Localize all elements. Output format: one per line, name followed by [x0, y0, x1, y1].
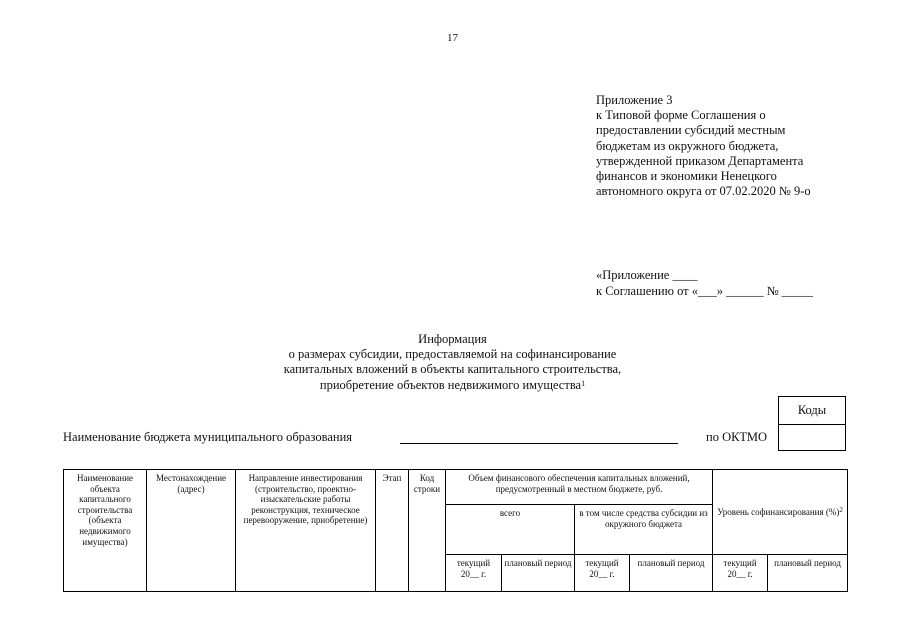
header-total: всего — [446, 505, 575, 555]
agreement-reference — [596, 268, 813, 299]
header-object-name: Наименование объекта капитального строительства (объекта недвижимого имущества) — [64, 470, 147, 592]
header-investment-direction: Направление инвестирования (строительство, проектно-изыскательские работы реконструкция, техническое перевооружение, приобретение) — [236, 470, 376, 592]
appendix-line: бюджетам из окружного бюджета, — [596, 138, 779, 153]
appendix-line: предоставлении субсидий местным — [596, 123, 786, 138]
codes-box — [778, 396, 846, 451]
header-level-planned-period: плановый период — [768, 555, 848, 592]
title-line-2: о размерах субсидии, предоставляемой на софинансирование — [288, 347, 617, 362]
appendix-line: автономного округа от 07.02.2020 № 9-о — [596, 184, 811, 199]
appendix-line: финансов и экономики Ненецкого — [596, 169, 777, 184]
header-stage: Этап — [376, 470, 409, 592]
header-row-code: Код строки — [409, 470, 446, 592]
cofinancing-footnote: 2 — [839, 505, 843, 514]
agreement-line-2: к Соглашению от «___» ______ № _____ — [596, 283, 814, 298]
budget-name-field[interactable] — [400, 443, 678, 444]
header-subsidy-current-year: текущий 20__ г. — [575, 555, 630, 592]
header-subsidy-planned-period: плановый период — [630, 555, 713, 592]
title-line-3: капитальных вложений в объекты капитального строительства, — [283, 362, 622, 377]
subsidy-table — [63, 469, 848, 592]
codes-label: Коды — [779, 397, 845, 425]
header-total-planned-period: плановый период — [502, 555, 575, 592]
header-total-current-year: текущий 20__ г. — [446, 555, 502, 592]
appendix-line: к Типовой форме Соглашения о — [596, 108, 766, 123]
oktmo-label: по ОКТМО — [706, 430, 768, 444]
cofinancing-level-text: Уровень софинансирования (%) — [717, 506, 840, 517]
appendix-note — [596, 93, 811, 199]
title-line-4 — [0, 378, 905, 393]
document-title — [0, 332, 905, 393]
agreement-line-1: «Приложение ____ — [596, 268, 698, 282]
title-line-4-text: приобретение объектов недвижимого имущества — [319, 377, 582, 392]
header-level-current-year: текущий 20__ г. — [713, 555, 768, 592]
appendix-line: утвержденной приказом Департамента — [596, 153, 804, 168]
header-cofinancing-level — [713, 470, 848, 555]
budget-label: Наименование бюджета муниципального образования — [63, 430, 353, 444]
header-financing-volume: Объем финансового обеспечения капитальных вложений, предусмотренный в местном бюджете, руб. — [446, 470, 713, 505]
title-footnote: 1 — [581, 378, 586, 388]
header-including-subsidy: в том числе средства субсидии из окружного бюджета — [575, 505, 713, 555]
page-number: 17 — [447, 32, 458, 44]
appendix-line: Приложение 3 — [596, 93, 673, 107]
title-line-1: Информация — [418, 332, 487, 346]
header-location: Местонахождение (адрес) — [147, 470, 236, 592]
